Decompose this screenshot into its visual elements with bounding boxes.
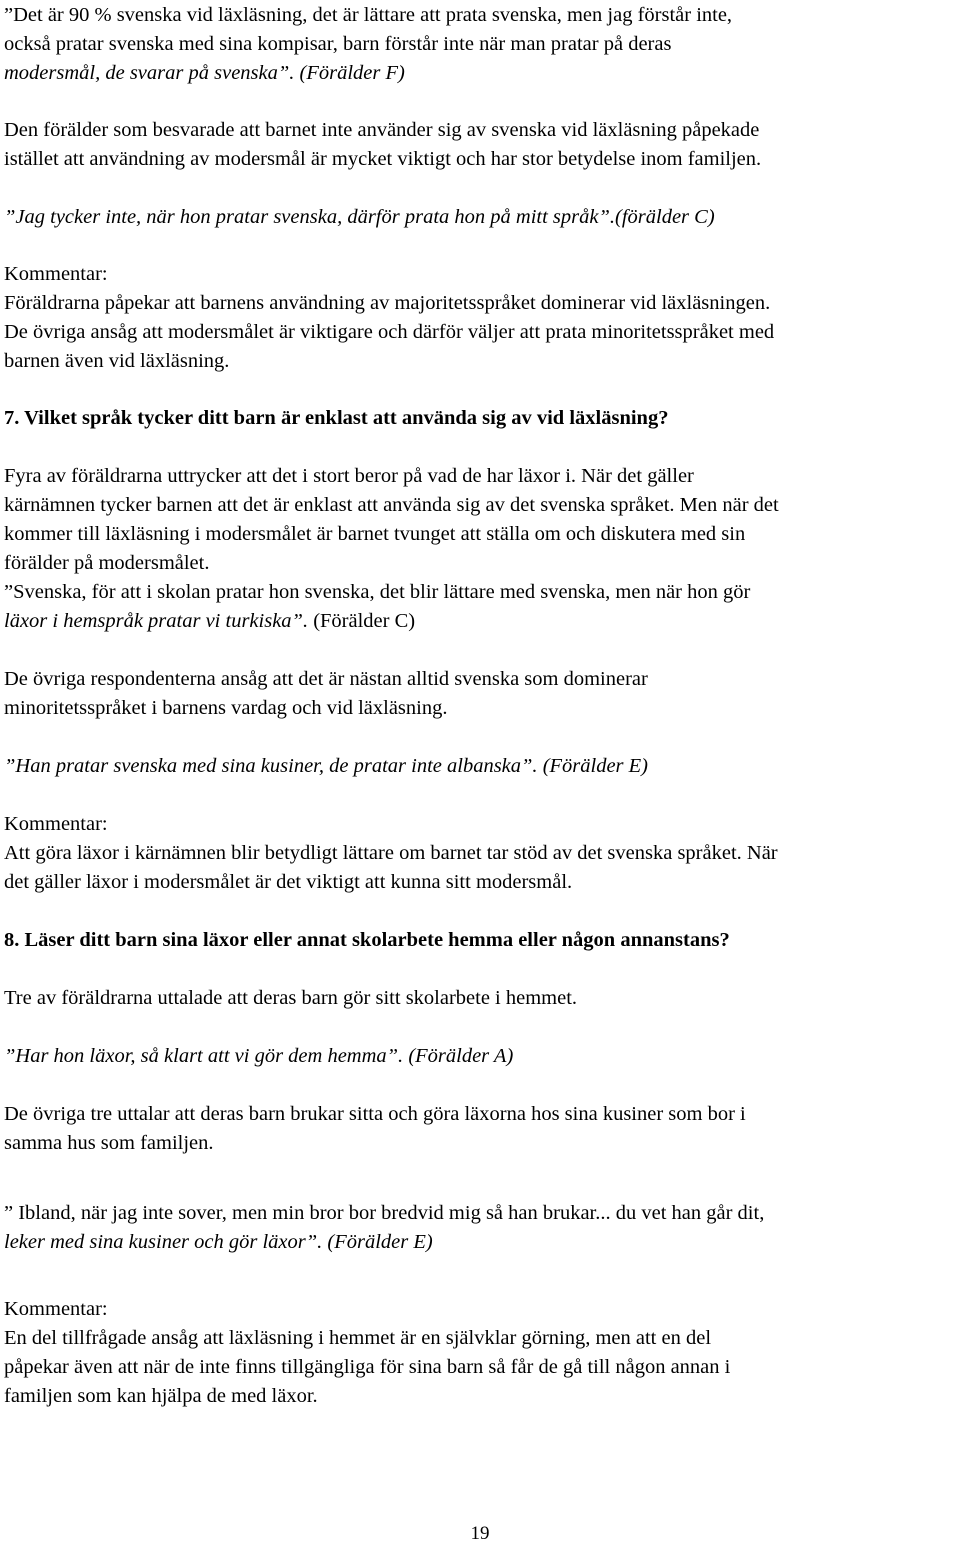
paragraph-line: Att göra läxor i kärnämnen blir betydligt lättare om barnet tar stöd av det svenska språket. När bbox=[4, 842, 778, 864]
quote-attribution: (Förälder C) bbox=[308, 610, 416, 632]
paragraph-line: påpekar även att när de inte finns tillgängliga för sina barn så får de gå till någon annan i bbox=[4, 1356, 731, 1378]
quote-text: läxor i hemspråk pratar vi turkiska”. bbox=[4, 610, 309, 632]
paragraph-line: kommer till läxläsning i modersmålet är barnet tvunget att ställa om och diskutera med sin bbox=[4, 523, 746, 545]
quote-attribution: (Förälder A) bbox=[403, 1045, 514, 1067]
paragraph-line: Tre av föräldrarna uttalade att deras barn gör sitt skolarbete i hemmet. bbox=[4, 987, 578, 1009]
paragraph-line: förälder på modersmålet. bbox=[4, 552, 210, 574]
paragraph-line: De övriga respondenterna ansåg att det är nästan alltid svenska som dominerar bbox=[4, 668, 648, 690]
paragraph-line: De övriga tre uttalar att deras barn brukar sitta och göra läxorna hos sina kusiner som bor i bbox=[4, 1103, 746, 1125]
quote-attribution: (Förälder F) bbox=[294, 62, 405, 84]
paragraph-line: minoritetsspråket i barnens vardag och vid läxläsning. bbox=[4, 697, 448, 719]
paragraph-line: samma hus som familjen. bbox=[4, 1132, 214, 1154]
question-heading: 7. Vilket språk tycker ditt barn är enklast att använda sig av vid läxläsning? bbox=[4, 407, 669, 429]
quote-line bbox=[4, 205, 715, 229]
quote-line: också pratar svenska med sina kompisar, barn förstår inte när man pratar på deras bbox=[4, 33, 672, 55]
paragraph-line: En del tillfrågade ansåg att läxläsning i hemmet är en självklar görning, men att en del bbox=[4, 1327, 712, 1349]
quote-line bbox=[4, 609, 415, 633]
paragraph-line: Den förälder som besvarade att barnet inte använder sig av svenska vid läxläsning påpekade bbox=[4, 119, 760, 141]
paragraph-line: det gäller läxor i modersmålet är det viktigt att kunna sitt modersmål. bbox=[4, 871, 573, 893]
quote-line bbox=[4, 1230, 433, 1254]
paragraph-line: istället att användning av modersmål är mycket viktigt och har stor betydelse inom familjen. bbox=[4, 148, 762, 170]
quote-text: ”Jag tycker inte, när hon pratar svenska, därför prata hon på mitt språk”. bbox=[4, 206, 615, 228]
quote-text: modersmål, de svarar på svenska”. bbox=[4, 62, 295, 84]
quote-line bbox=[4, 61, 405, 85]
paragraph-line: Fyra av föräldrarna uttrycker att det i stort beror på vad de har läxor i. När det gäller bbox=[4, 465, 694, 487]
quote-text: ”Han pratar svenska med sina kusiner, de pratar inte albanska”. bbox=[4, 755, 538, 777]
quote-attribution: (Förälder E) bbox=[322, 1231, 433, 1253]
quote-line: ” Ibland, när jag inte sover, men min bror bor bredvid mig så han brukar... du vet han går dit, bbox=[4, 1202, 765, 1224]
question-heading: 8. Läser ditt barn sina läxor eller annat skolarbete hemma eller någon annanstans? bbox=[4, 929, 730, 951]
quote-line: ”Svenska, för att i skolan pratar hon svenska, det blir lättare med svenska, men när hon gör bbox=[4, 581, 751, 603]
paragraph-line: kärnämnen tycker barnen att det är enklast att använda sig av det svenska språket. Men när det bbox=[4, 494, 779, 516]
paragraph-line: familjen som kan hjälpa de med läxor. bbox=[4, 1385, 318, 1407]
quote-text: ”Har hon läxor, så klart att vi gör dem hemma”. bbox=[4, 1045, 404, 1067]
quote-attribution: (förälder C) bbox=[615, 206, 715, 228]
quote-line bbox=[4, 1044, 513, 1068]
paragraph-line: De övriga ansåg att modersmålet är viktigare och därför väljer att prata minoritetsspråket med bbox=[4, 321, 775, 343]
comment-label: Kommentar: bbox=[4, 1298, 108, 1320]
page-number: 19 bbox=[470, 1523, 490, 1544]
quote-attribution: (Förälder E) bbox=[537, 755, 649, 777]
quote-line: ”Det är 90 % svenska vid läxläsning, det är lättare att prata svenska, men jag förstår inte, bbox=[4, 4, 733, 26]
quote-text: leker med sina kusiner och gör läxor”. bbox=[4, 1231, 323, 1253]
comment-label: Kommentar: bbox=[4, 813, 108, 835]
paragraph-line: barnen även vid läxläsning. bbox=[4, 350, 230, 372]
comment-label: Kommentar: bbox=[4, 263, 108, 285]
quote-line bbox=[4, 754, 648, 778]
paragraph-line: Föräldrarna påpekar att barnens användning av majoritetsspråket dominerar vid läxläsningen. bbox=[4, 292, 771, 314]
